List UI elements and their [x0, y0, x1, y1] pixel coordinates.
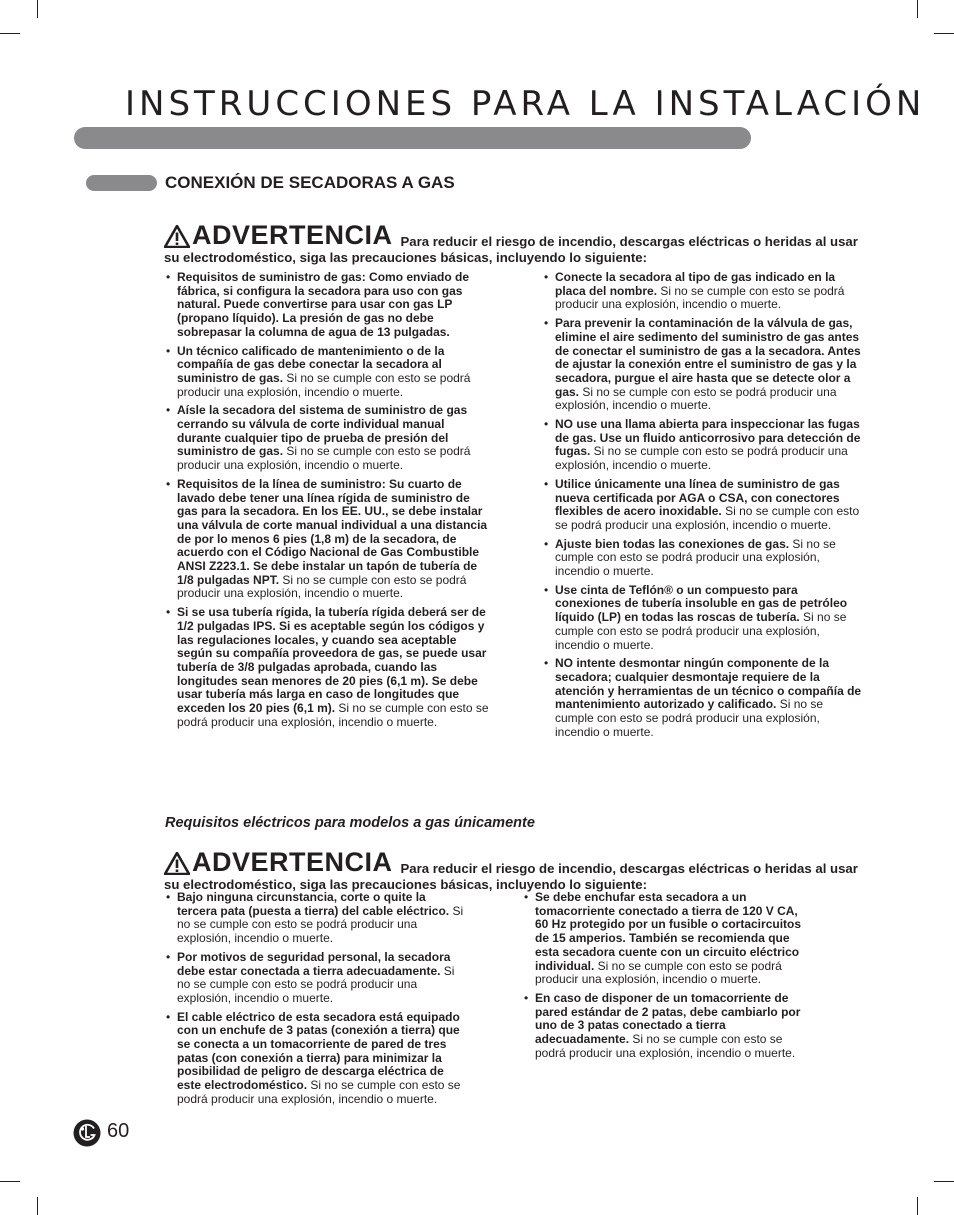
electrical-requirements-left [164, 891, 469, 1112]
list-item [164, 478, 489, 601]
item-bold-text: Para prevenir la contaminación de la válvula de gas, elimine el aire sedimento del suministro de gas antes de conectar el suministro de gas a la secadora. Antes de ajustar la conexión entre el suministro de gas y la secadora, purgue el aire hasta que se detecte olor a gas. [555, 316, 861, 399]
crop-mark [934, 33, 954, 34]
warning-intro: Para reducir el riesgo de incendio, descargas eléctricas o heridas al usar su electrodoméstico, siga las precauciones básicas, incluyendo lo siguiente: [164, 234, 858, 265]
crop-mark [917, 0, 918, 18]
bullet: • [544, 316, 549, 331]
list-item [164, 345, 489, 400]
gas-requirements-right [542, 271, 864, 745]
warning-triangle-icon [164, 852, 190, 875]
section-title: CONEXIÓN DE SECADORAS A GAS [165, 173, 455, 192]
crop-mark [37, 1197, 38, 1215]
section-pill [86, 175, 157, 191]
item-normal-text: Si no se cumple con esto se podrá producir una explosión, incendio o muerte. [555, 536, 836, 579]
warning-block-electrical [164, 849, 864, 893]
item-bold-text: Aísle la secadora del sistema de suministro de gas cerrando su válvula de corte individual manual durante cualquier tipo de prueba de presión del suministro de gas. [177, 403, 468, 459]
list-item [542, 538, 864, 579]
bullet: • [166, 270, 171, 284]
gas-requirements-left [164, 271, 489, 735]
list-item [542, 584, 864, 653]
item-normal-text: Si no se cumple con esto se podrá producir una explosión, incendio o muerte. [535, 1032, 796, 1060]
item-normal-text: Si no se cumple con esto se podrá producir una explosión, incendio o muerte. [555, 610, 847, 652]
item-normal-text: Si no se cumple con esto se podrá producir una explosión, incendio o muerte. [535, 958, 782, 987]
electrical-requirements-right [522, 891, 812, 1065]
warning-word: ADVERTENCIA [192, 847, 393, 877]
item-bold-text: Requisitos de suministro de gas: Como enviado de fábrica, si configura la secadora para uso con gas natural. Puede convertirse para usar con gas LP (propano líquido). La presión de gas no debe sobrepasar la columna de agua de 13 pulgadas. [177, 270, 470, 339]
title-bar [74, 127, 751, 149]
list-item [164, 891, 469, 946]
list-item [542, 271, 864, 312]
bullet: • [166, 890, 171, 904]
item-bold-text: Use cinta de Teflón® o un compuesto para conexiones de tubería insoluble en gas de petróleo líquido (LP) en todas las roscas de tubería. [555, 582, 848, 625]
bullet: • [544, 536, 549, 551]
item-normal-text: Si no se cumple con esto se podrá producir una explosión, incendio o muerte. [555, 384, 837, 413]
bullet: • [544, 582, 549, 597]
item-bold-text: Se debe enchufar esta secadora a un tomacorriente conectado a tierra de 120 V CA, 60 Hz protegido por un fusible o cortacircuitos de 15 amperios. También se recomienda que esta secadora cuente con un circuito eléctrico individual. [535, 890, 802, 973]
crop-mark [0, 1181, 20, 1182]
crop-mark [37, 0, 38, 18]
warning-triangle-icon [164, 225, 190, 248]
list-item [542, 418, 864, 473]
item-normal-text: Si no se cumple con esto se podrá producir una explosión, incendio o muerte. [555, 283, 845, 312]
item-bold-text: Bajo ninguna circunstancia, corte o quite la tercera pata (puesta a tierra) del cable eléctrico. [177, 890, 450, 918]
warning-label [164, 222, 393, 248]
item-normal-text: Si no se cumple con esto se podrá producir una explosión, incendio o muerte. [177, 1078, 461, 1106]
item-normal-text: Si no se cumple con esto se podrá producir una explosión, incendio o muerte. [177, 444, 471, 473]
item-normal-text: Si no se cumple con esto se podrá producir una explosión, incendio o muerte. [177, 370, 471, 399]
list-item [164, 606, 489, 729]
warning-label [164, 849, 393, 875]
page-title: INSTRUCCIONES PARA LA INSTALACIÓN [125, 84, 926, 124]
list-item [542, 478, 864, 533]
warning-intro: Para reducir el riesgo de incendio, descargas eléctricas o heridas al usar su electrodoméstico, siga las precauciones básicas, incluyendo lo siguiente: [164, 861, 858, 892]
bullet: • [524, 990, 529, 1005]
item-bold-text: Utilice únicamente una línea de suministro de gas nueva certificada por AGA o CSA, con conectores flexibles de acero inoxidable. [555, 476, 840, 519]
item-normal-text: Si no se cumple con esto se podrá producir una explosión, incendio o muerte. [555, 504, 860, 532]
bullet: • [544, 476, 549, 491]
bullet: • [166, 1009, 171, 1024]
warning-word: ADVERTENCIA [192, 220, 393, 250]
crop-mark [0, 33, 20, 34]
list-item [164, 1011, 469, 1107]
item-normal-text: Si no se cumple con esto se podrá producir una explosión, incendio o muerte. [177, 701, 489, 729]
item-normal-text: Si no se cumple con esto se podrá producir una explosión, incendio o muerte. [555, 444, 848, 473]
item-normal-text: Si no se cumple con esto se podrá producir una explosión, incendio o muerte. [555, 697, 824, 739]
crop-mark [934, 1181, 954, 1182]
item-bold-text: El cable eléctrico de esta secadora está equipado con un enchufe de 3 patas (conexión a tierra) que se conecta a un tomacorriente de pared de tres patas (con conexión a tierra) para minimizar la posibilidad de peligro de descarga eléctrica de este electrodoméstico. [177, 1009, 460, 1093]
item-bold-text: Por motivos de seguridad personal, la secadora debe estar conectada a tierra adecuadamente. [177, 949, 451, 978]
bullet: • [166, 949, 171, 964]
item-normal-text: Si no se cumple con esto se podrá producir una explosión, incendio o muerte. [177, 903, 464, 946]
item-bold-text: Un técnico calificado de mantenimiento o de la compañía de gas debe conectar la secadora al suministro de gas. [177, 343, 445, 385]
list-item [164, 271, 489, 340]
bullet: • [544, 270, 549, 284]
warning-header [164, 222, 864, 266]
item-normal-text: Si no se cumple con esto se podrá producir una explosión, incendio o muerte. [177, 963, 455, 1005]
item-bold-text: En caso de disponer de un tomacorriente de pared estándar de 2 patas, debe cambiarlo por uno de 3 patas conectado a tierra adecuadamente. [535, 990, 801, 1047]
item-bold-text: Conecte la secadora al tipo de gas indicado en la placa del nombre. [555, 270, 836, 298]
item-bold-text: Ajuste bien todas las conexiones de gas. [555, 536, 790, 551]
bullet: • [524, 890, 529, 904]
warning-header [164, 849, 864, 893]
list-item [522, 891, 812, 987]
item-bold-text: NO intente desmontar ningún componente de la secadora; cualquier desmontaje requiere de la atención y herramientas de un técnico o compañía de mantenimiento autorizado y calificado. [555, 656, 862, 712]
lg-logo-icon [73, 1119, 101, 1147]
list-item [164, 951, 469, 1006]
item-bold-text: Requisitos de la línea de suministro: Su cuarto de lavado debe tener una línea rígida de suministro de gas para la secadora. En los EE. UU., se debe instalar una válvula de corte manual individual a una distancia de por lo menos 6 pies (1,8 m) de la secadora, de acuerdo con el Código Nacional de Gas Combustible ANSI Z223.1. Se debe instalar un tapón de tubería de 1/8 pulgadas NPT. [177, 476, 488, 587]
list-item [522, 992, 812, 1061]
bullet: • [166, 476, 171, 491]
subsection-title: Requisitos eléctricos para modelos a gas únicamente [165, 815, 535, 831]
warning-block-gas [164, 222, 864, 266]
list-item [542, 657, 864, 739]
bullet: • [166, 605, 171, 620]
bullet: • [166, 343, 171, 358]
crop-mark [917, 1197, 918, 1215]
page-number: 60 [107, 1120, 130, 1142]
bullet: • [544, 656, 549, 671]
item-bold-text: NO use una llama abierta para inspeccionar las fugas de gas. Use un fluido anticorrosivo para detección de fugas. [555, 417, 861, 459]
list-item [542, 317, 864, 413]
bullet: • [166, 403, 171, 418]
bullet: • [544, 417, 549, 432]
list-item [164, 404, 489, 473]
item-normal-text: Si no se cumple con esto se podrá producir una explosión, incendio o muerte. [177, 572, 467, 601]
item-bold-text: Si se usa tubería rígida, la tubería rígida deberá ser de 1/2 pulgadas IPS. Si es aceptable según los códigos y las regulaciones locales, y cuando sea aceptable según su compañía proveedora de gas, se puede usar tubería de 3/8 pulgadas aprobada, cuando las longitudes sean menores de 20 pies (6,1 m). Se debe usar tubería más larga en caso de longitudes que exceden los 20 pies (6,1 m). [177, 605, 487, 716]
